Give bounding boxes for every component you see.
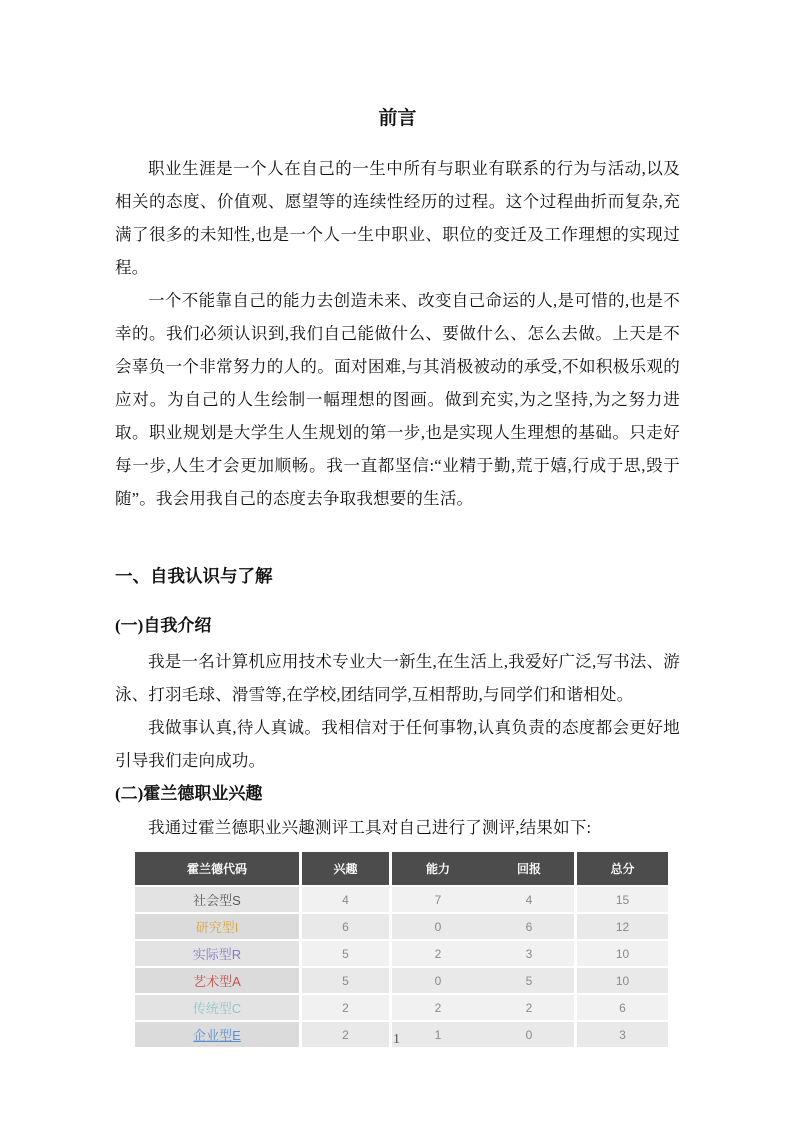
holland-score-cell: 0 [484, 1022, 577, 1049]
heading-section-1: 一、自我认识与了解 [115, 566, 273, 586]
holland-interest-table [135, 852, 668, 1049]
preface-paragraph-2: 一个不能靠自己的能力去创造未来、改变自己命运的人,是可惜的,也是不幸的。我们必须认识到,我们自己能做什么、要做什么、怎么去做。上天是不会辜负一个非常努力的人的。面对困难,与其消极被动的承受,不如积极乐观的应对。为自己的人生绘制一幅理想的图画。做到充实,为之坚持,为之努力进取。职业规划是大学生人生规划的第一步,也是实现人生理想的基础。只走好每一步,人生才会更加顺畅。我一直都坚信:“业精于勤,荒于嬉,行成于思,毁于随”。我会用我自己的态度去争取我想要的生活。 [115, 291, 680, 508]
holland-type-label: 研究型I [135, 914, 302, 941]
self-introduction-paragraph-2: 我做事认真,待人真诚。我相信对于任何事物,认真负责的态度都会更好地引导我们走向成功。 [115, 718, 680, 770]
holland-score-cell: 7 [392, 887, 484, 914]
holland-type-label: 实际型R [135, 941, 302, 968]
holland-score-cell: 3 [577, 1022, 668, 1049]
table-row [135, 968, 668, 995]
column-header-1: 霍兰德代码 [135, 852, 302, 887]
holland-score-cell: 0 [392, 968, 484, 995]
table-row [135, 995, 668, 1022]
holland-score-cell: 2 [302, 995, 392, 1022]
holland-score-cell: 1 [392, 1022, 484, 1049]
heading-holland-interest: (二)霍兰德职业兴趣 [115, 784, 263, 803]
holland-intro-paragraph: 我通过霍兰德职业兴趣测评工具对自己进行了测评,结果如下: [148, 818, 592, 837]
holland-type-label: 社会型S [135, 887, 302, 914]
page-number: 1 [393, 1032, 400, 1047]
self-introduction-paragraph-1: 我是一名计算机应用技术专业大一新生,在生活上,我爱好广泛,写书法、游泳、打羽毛球、滑雪等,在学校,团结同学,互相帮助,与同学们和谐相处。 [115, 652, 680, 704]
preface-paragraph-1: 职业生涯是一个人在自己的一生中所有与职业有联系的行为与活动,以及相关的态度、价值观、愿望等的连续性经历的过程。这个过程曲折而复杂,充满了很多的未知性,也是一个人一生中职业、职位的变迁及工作理想的实现过程。 [115, 159, 680, 277]
holland-table-body [135, 887, 668, 1049]
holland-score-cell: 4 [302, 887, 392, 914]
table-row [135, 941, 668, 968]
column-header-2: 兴趣 [302, 852, 392, 887]
holland-score-cell: 2 [484, 995, 577, 1022]
holland-type-label: 传统型C [135, 995, 302, 1022]
page-title: 前言 [378, 108, 417, 129]
holland-type-label: 艺术型A [135, 968, 302, 995]
holland-score-cell: 2 [302, 1022, 392, 1049]
holland-score-cell: 0 [392, 914, 484, 941]
column-header-3: 能力 [392, 852, 484, 887]
holland-score-cell: 5 [484, 968, 577, 995]
holland-score-cell: 2 [392, 995, 484, 1022]
holland-table-header [135, 852, 668, 887]
holland-score-cell: 2 [392, 941, 484, 968]
holland-score-cell: 6 [577, 995, 668, 1022]
holland-score-cell: 6 [302, 914, 392, 941]
holland-score-cell: 12 [577, 914, 668, 941]
holland-score-cell: 5 [302, 941, 392, 968]
heading-self-introduction: (一)自我介绍 [115, 616, 212, 635]
holland-score-cell: 5 [302, 968, 392, 995]
column-header-5: 总分 [577, 852, 668, 887]
holland-score-cell: 10 [577, 968, 668, 995]
holland-header-row [135, 852, 668, 887]
holland-score-cell: 3 [484, 941, 577, 968]
holland-score-cell: 15 [577, 887, 668, 914]
holland-score-cell: 6 [484, 914, 577, 941]
holland-type-label: 企业型E [135, 1022, 302, 1049]
holland-score-cell: 4 [484, 887, 577, 914]
table-row [135, 914, 668, 941]
table-row [135, 887, 668, 914]
column-header-4: 回报 [484, 852, 577, 887]
holland-score-cell: 10 [577, 941, 668, 968]
